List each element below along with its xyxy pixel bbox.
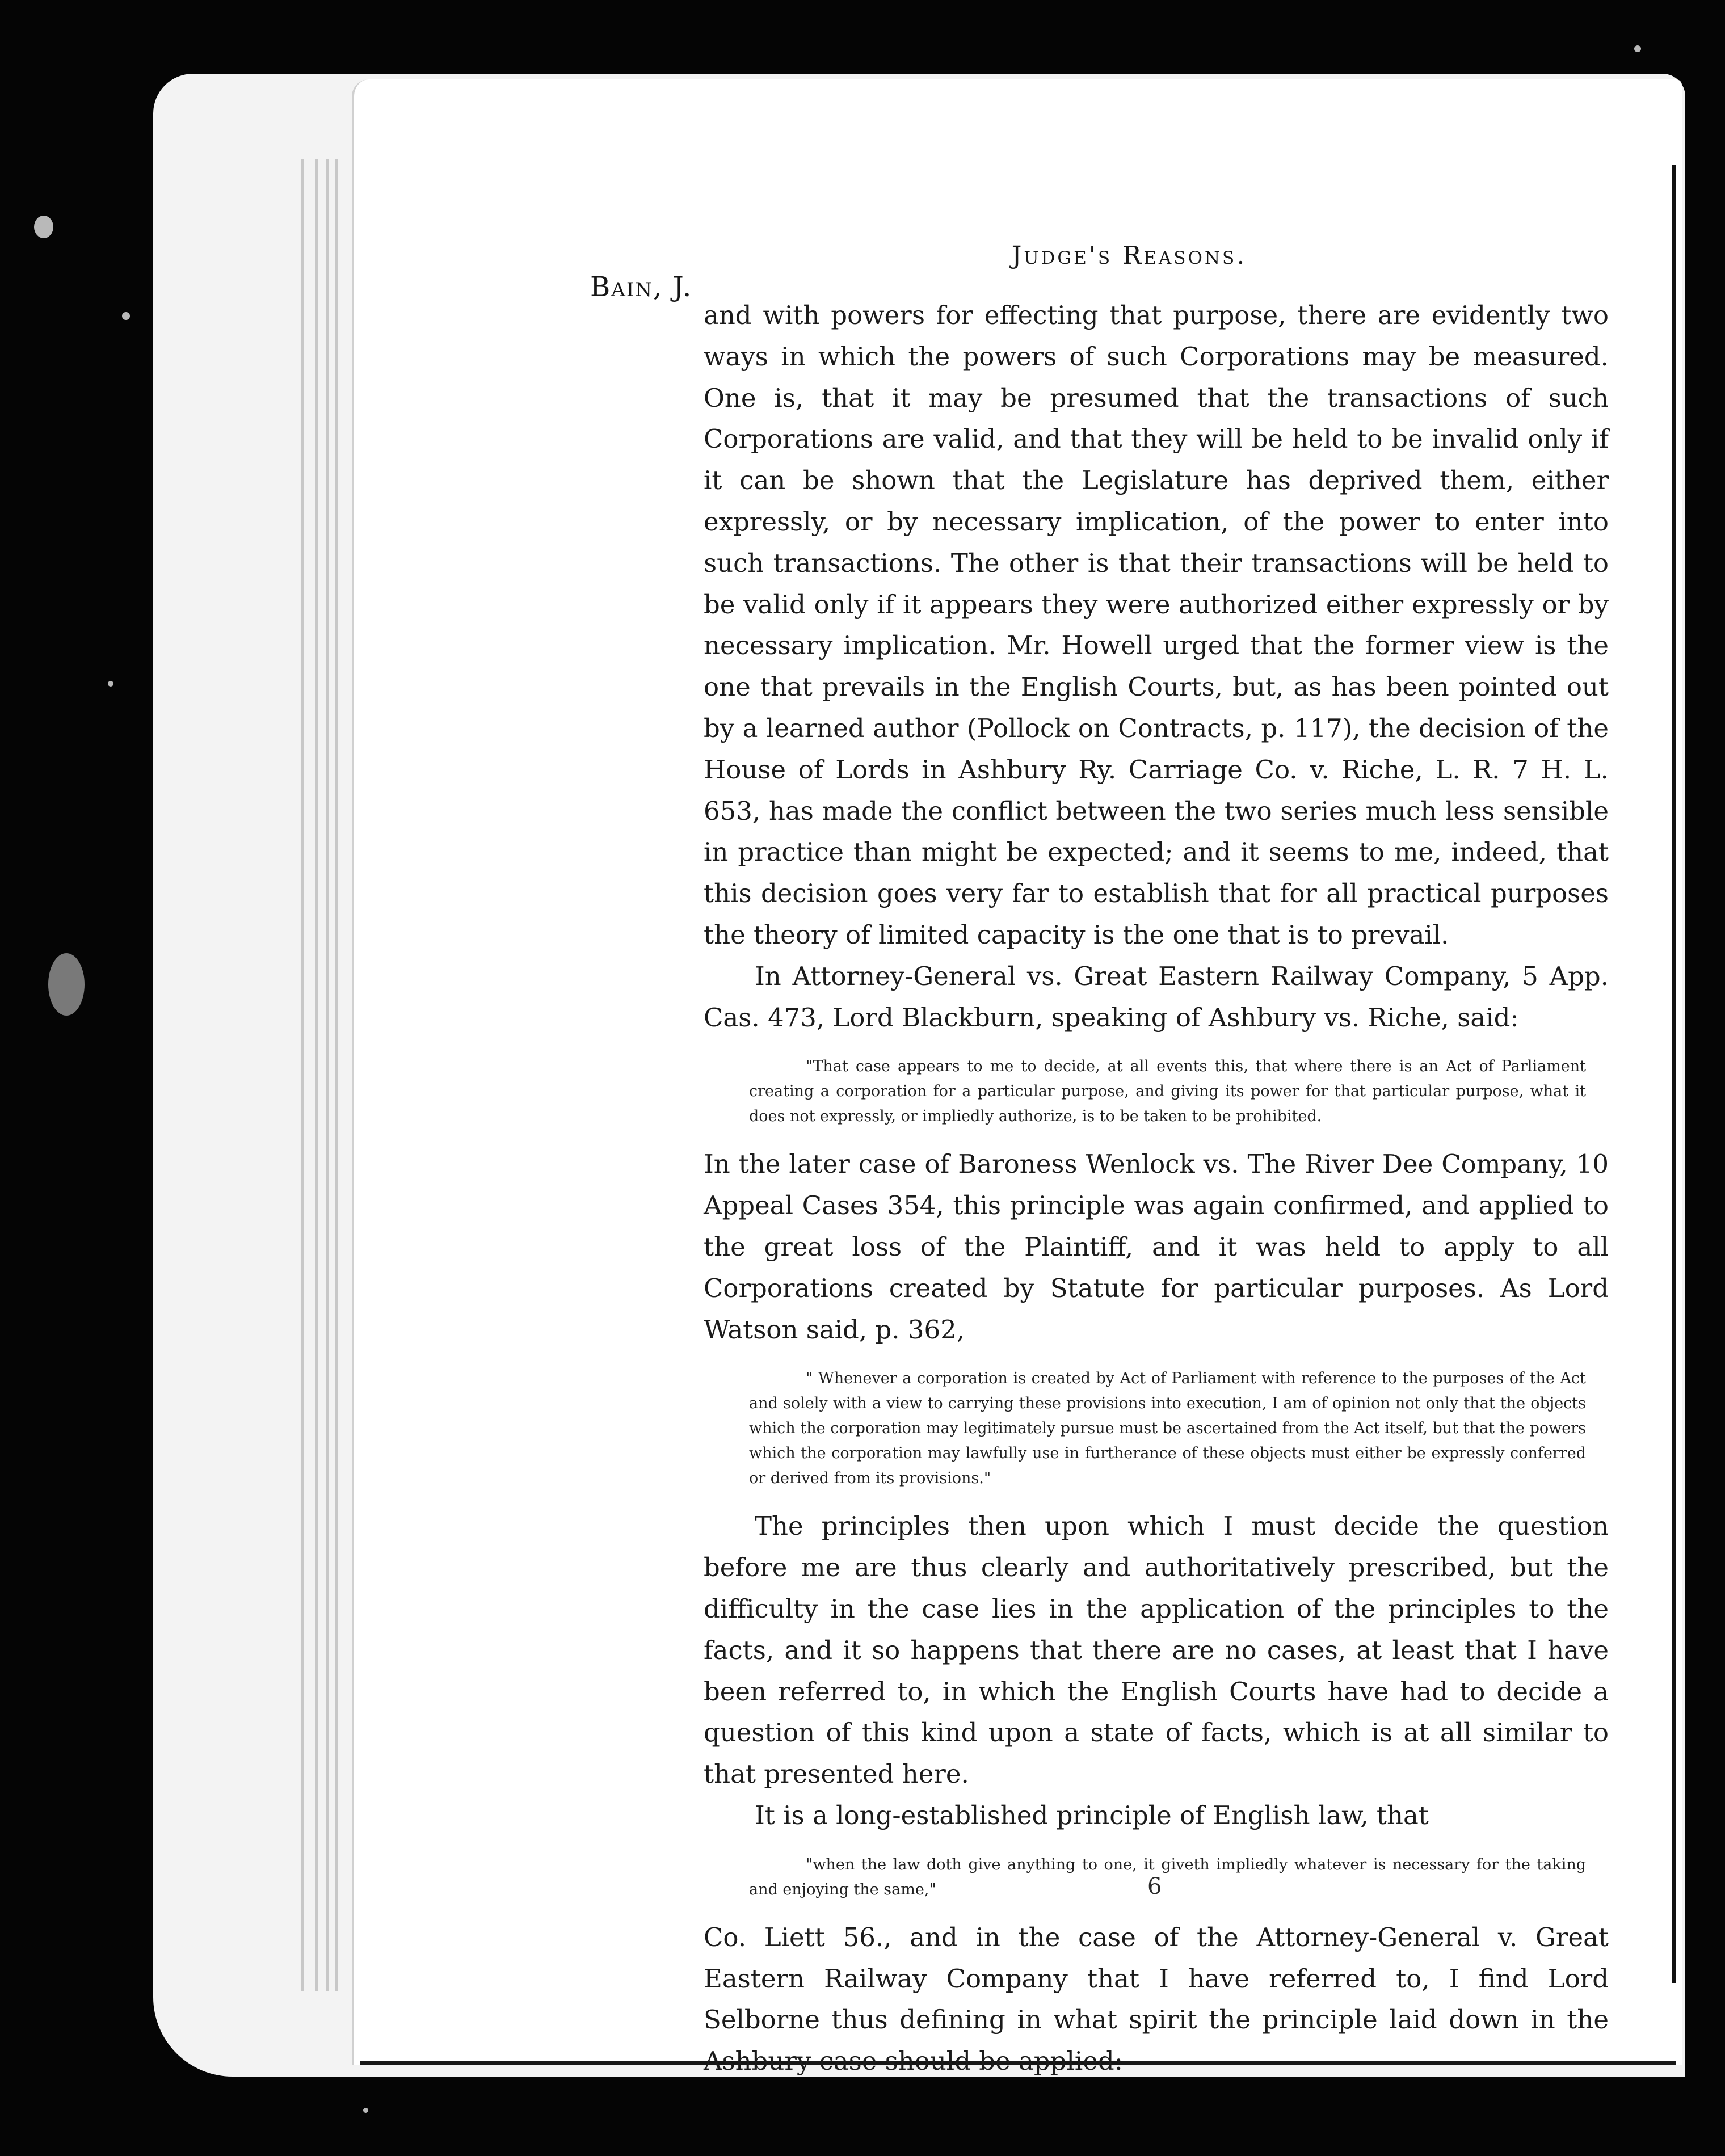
page-edge [335,159,338,1991]
running-head: Judge's Reasons. [1011,241,1247,270]
dust-speck [48,953,85,1016]
block-quote: " Whenever a corporation is created by Act of Parliament with reference to the purposes of the Act and solely with a view to carrying these provisions into execution, I am of opinion not only that the objects which the corporation may legitimately pursue must be ascertained from the Act itself, but that the powers which the corporation may lawfully use in furtherance of these objects must either be expressly conferred or derived from its provisions." [749,1370,1586,1488]
dust-speck [122,312,130,320]
dust-speck [34,216,53,238]
paragraph: The principles then upon which I must decide the question before me are thus clearly and authoritatively prescribed, but the difficulty in the case lies in the application of the principles to the facts, and it so happens that there are no cases, at least that I have been referred to, in which the English Courts have had to decide a question of this kind upon a state of facts, which is at all similar to that presented here. [704,1511,1609,1789]
paragraph: In Attorney-General vs. Great Eastern Railway Company, 5 App. Cas. 473, Lord Blackburn, speaking of Ashbury vs. Riche, said: [704,961,1609,1033]
page-edge [315,159,318,1991]
page-edge [326,159,329,1991]
paragraph: and with powers for effecting that purpose, there are evidently two ways in which the powers of such Corporations may be measured. One is, that it may be presumed that the transactions of such Corporations are valid, and that they will be held to be invalid only if it can be shown that the Legislature has deprived them, either expressly, or by necessary implication, of the power to enter into such transactions. The other is that their transactions will be held to be valid only if it appears they were authorized either expressly or by necessary implication. Mr. Howell urged that the former view is the one that prevails in the English Courts, but, as has been pointed out by a learned author (Pollock on Contracts, p. 117), the decision of the House of Lords in Ashbury Ry. Carriage Co. v. Riche, L. R. 7 H. L. 653, has made the conflict between the two series much less sensible in practice than might be expected; and it seems to me, indeed, that this decision goes very far to establish that for all practical purposes the theory of limited capacity is the one that is to prevail. [704,300,1609,950]
dust-speck [108,681,113,687]
body-text [704,295,1609,2082]
paragraph: It is a long-established principle of English law, that [755,1800,1429,1830]
dust-speck [363,2108,368,2113]
block-quote: "when the law doth give anything to one, it giveth impliedly whatever is necessary for the taking and enjoying the same," [749,1855,1586,1898]
paragraph: In the later case of Baroness Wenlock vs. The River Dee Company, 10 Appeal Cases 354, this principle was again confirmed, and applied to the great loss of the Plaintiff, and it was held to apply to all Corporations created by Statute for particular purposes. As Lord Watson said, p. 362, [704,1149,1609,1345]
margin-note: Bain, J. [590,271,693,303]
page-border-right [1672,165,1676,1983]
block-quote: "That case appears to me to decide, at all events this, that where there is an Act of Parliament creating a corporation for a particular purpose, and giving its power for that particular purpose, what it does not expressly, or impliedly authorize, is to be taken to be prohibited. [749,1058,1586,1126]
paragraph: Co. Liett 56., and in the case of the Attorney-General v. Great Eastern Railway Company that I have referred to, I find Lord Selborne thus defining in what spirit the principle laid down in the Ashbury case should be applied: [704,1922,1609,2077]
dust-speck [1634,45,1641,52]
page-number: 6 [1147,1873,1162,1900]
page-edge [301,159,304,1991]
